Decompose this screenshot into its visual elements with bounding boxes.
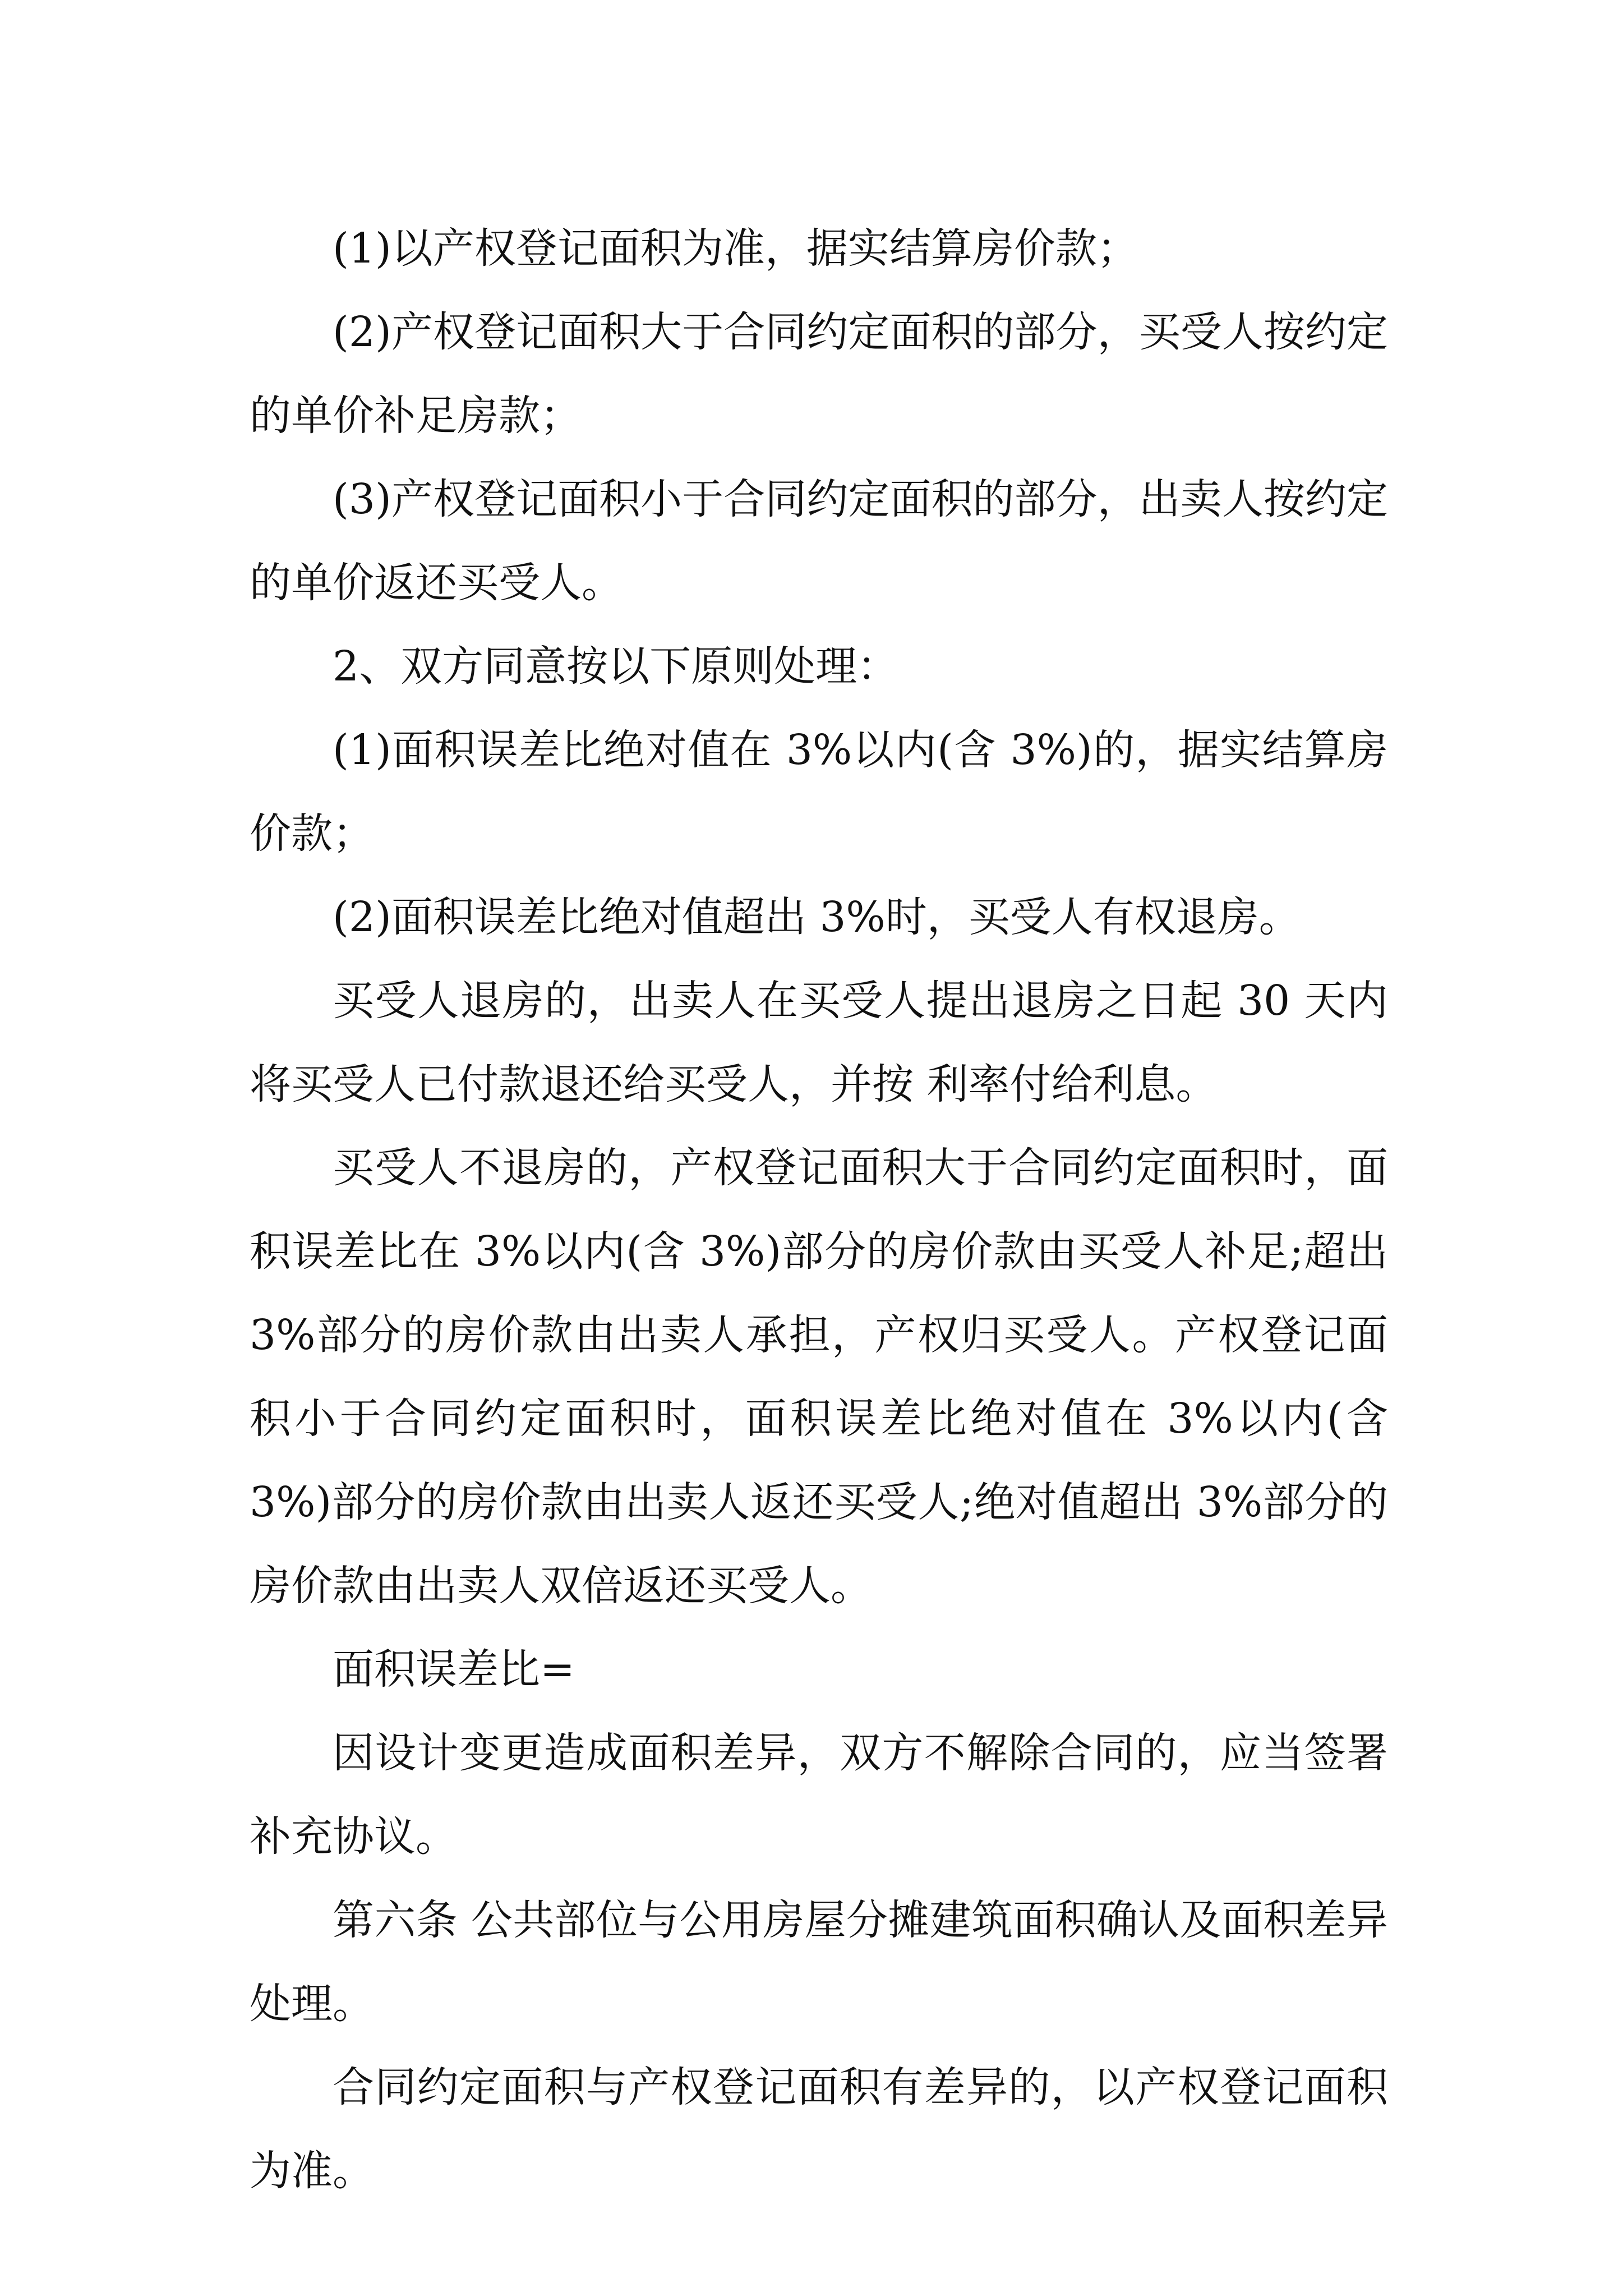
paragraph-8: 买受人不退房的，产权登记面积大于合同约定面积时，面积误差比在 3%以内(含 3%)部分的房价款由买受人补足;超出 3%部分的房价款由出卖人承担，产权归买受人。产权登记面积小于合同约定面积时，面积误差比绝对值在 3%以内(含 3%)部分的房价款由出卖人返还买受人;绝对值超出 3%部分的房价款由出卖人双倍返还买受人。 — [250, 1144, 1388, 1610]
article-6-heading: 第六条 公共部位与公用房屋分摊建筑面积确认及面积差异处理。 — [250, 1896, 1388, 2028]
document-body — [250, 207, 1388, 2213]
paragraph-9: 面积误差比= — [333, 1645, 575, 1694]
paragraph-7: 买受人退房的，出卖人在买受人提出退房之日起 30 天内将买受人已付款退还给买受人，并按 利率付给利息。 — [250, 977, 1388, 1108]
paragraph-2: (2)产权登记面积大于合同约定面积的部分，买受人按约定的单价补足房款； — [250, 308, 1388, 440]
paragraph-5: (1)面积误差比绝对值在 3%以内(含 3%)的，据实结算房价款； — [250, 726, 1388, 858]
paragraph-12: 合同约定面积与产权登记面积有差异的，以产权登记面积为准。 — [250, 2063, 1388, 2195]
paragraph-4: 2、双方同意按以下原则处理： — [333, 642, 899, 691]
paragraph-3: (3)产权登记面积小于合同约定面积的部分，出卖人按约定的单价返还买受人。 — [250, 475, 1388, 607]
paragraph-1: (1)以产权登记面积为准，据实结算房价款； — [333, 224, 1138, 273]
paragraph-10: 因设计变更造成面积差异，双方不解除合同的，应当签署补充协议。 — [250, 1729, 1388, 1861]
paragraph-6: (2)面积误差比绝对值超出 3%时，买受人有权退房。 — [333, 893, 1301, 941]
